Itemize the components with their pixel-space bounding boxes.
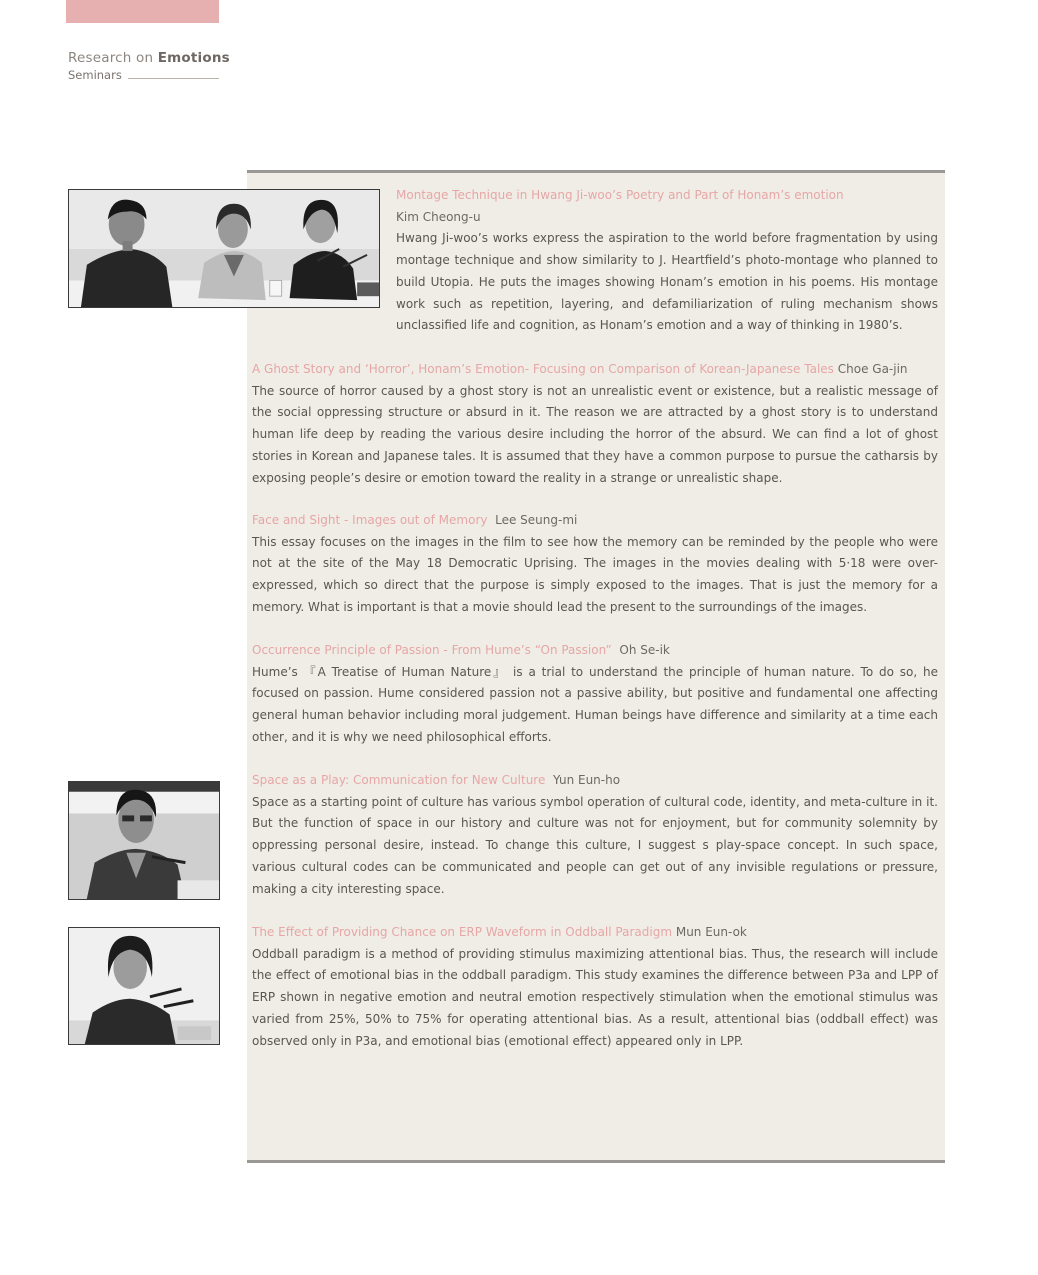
abstract-text: Oddball paradigm is a method of providing stimulus maximizing attentional bias. Thus, the research will include the effect of emotional bias in the oddball paradigm. This study examines the difference between P3a and LPP of ERP shown in negative emotion and neutral emotion respectively stimulation when the emotional stimulus was varied from 25%, 50% to 75% for operating attentional bias. As a result, attentional bias (oddball effect) was observed only in P3a, and emotional bias (emotional effect) appeared only in LPP. [252,946,938,1048]
brand-prefix: Research on [68,50,158,66]
header-accent-bar [66,0,219,23]
abstract-entry [252,770,938,900]
abstract-text: Hume’s 『A Treatise of Human Nature』 is a trial to understand the principle of human nature. To do so, he focused on passion. Hume considered passion not a passive ability, but positive and fundamental one affecting general human behavior including moral judgement. Human beings have difference and similarity at a time each other, and it is why we need philosophical efforts. [252,664,938,744]
abstract-entry [396,185,938,337]
section-brand [68,50,230,82]
abstract-entry [252,510,938,619]
speaker-photo-man [68,781,220,900]
abstract-author: Kim Cheong-u [396,209,481,224]
abstract-title: Space as a Play: Communication for New Culture [252,773,546,787]
abstract-author: Choe Ga-jin [837,362,908,376]
abstract-author: Mun Eun-ok [675,925,747,939]
abstract-entry [252,640,938,749]
abstract-author: Lee Seung-mi [495,513,578,527]
abstract-title: Face and Sight - Images out of Memory [252,513,488,527]
brand-strong: Emotions [157,50,230,66]
abstract-text: This essay focuses on the images in the film to see how the memory can be reminded by the people who were not at the site of the May 18 Democratic Uprising. The images in the movies dealing with 5·18 were over-expressed, which so direct that the purpose is simply exposed to the images. That is just the memory for a memory. What is important is that a movie should lead the present to the surroundings of the images. [252,534,938,614]
abstract-entry [252,922,938,1052]
abstract-title: Occurrence Principle of Passion - From Hume’s “On Passion” [252,643,612,657]
abstract-entry [252,359,938,489]
abstract-text: Space as a starting point of culture has various symbol operation of cultural code, identity, and meta-culture in it. But the function of space in our history and culture was not for enjoyment, but for community solemnity by oppressing personal desire, instead. To change this culture, I suggest s play-space concept. In such space, various cultural codes can be communicated and people can get out of any invisible regulations or pressure, making a city interesting space. [252,794,938,896]
abstract-title: A Ghost Story and ‘Horror’, Honam’s Emotion- Focusing on Comparison of Korean-Japanese Tales [252,362,834,376]
abstract-title: Montage Technique in Hwang Ji-woo’s Poetry and Part of Honam’s emotion [396,188,844,202]
brand-subtitle: Seminars [68,68,122,82]
brand-title [68,50,230,66]
abstract-author: Yun Eun-ho [553,773,621,787]
speaker-photo-woman [68,927,220,1045]
seminar-photo-panel [68,189,380,308]
abstract-text: The source of horror caused by a ghost story is not an unrealistic event or existence, but a realistic message of the social oppressing structure or absurd in it. The reason we are attracted by a ghost story is to understand human life deep by reading the various desire including the horror of the absurd. We can find a lot of ghost stories in Korean and Japanese tales. It is assumed that they have a common purpose to pursue the catharsis by exposing people’s desire or emotion toward the reality in a strange or unrealistic shape. [252,383,938,485]
brand-divider [128,78,219,79]
abstract-title: The Effect of Providing Chance on ERP Waveform in Oddball Paradigm [252,925,673,939]
abstract-text: Hwang Ji-woo’s works express the aspiration to the world before fragmentation by using montage technique and show similarity to J. Heartfield’s photo-montage who planned to build Utopia. He puts the images showing Honam’s emotion in his poems. His montage work such as repetition, layering, and defamiliarization of ruling mechanism shows unclassified life and cognition, as Honam’s emotion and a way of thinking in 1980’s. [396,231,938,333]
abstract-author: Oh Se-ik [619,643,670,657]
